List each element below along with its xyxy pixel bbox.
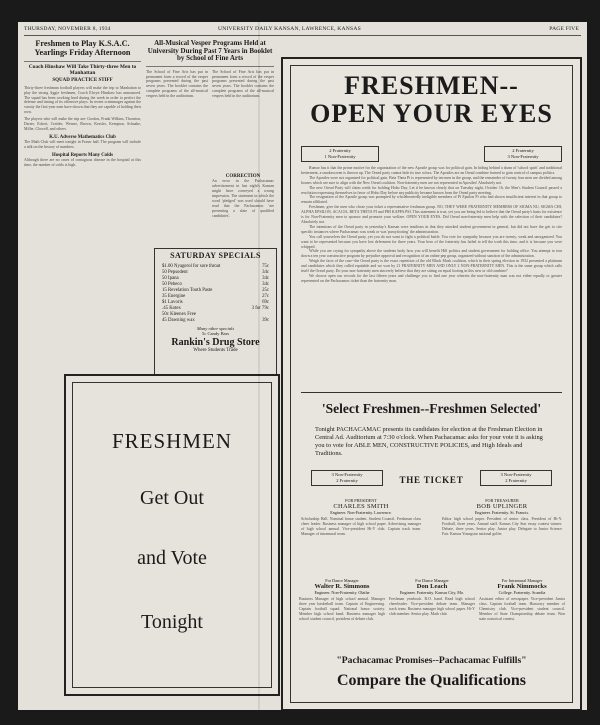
ticket-count-right-line-2: 2 Fraternity <box>505 478 527 483</box>
frat-count-right-line-2: 3 Non-Fraternity <box>507 154 539 159</box>
ad-paragraph-4: The resignation of the Apostle group was prompted by wholeheartedly ineligible members of Pi Epsilon Pi who had shown insufficient interest in that group to remain affiliated. <box>301 195 562 205</box>
football-subhead-2: SQUAD PRACTICE STIFF <box>52 78 113 84</box>
promise-line: "Pachacamac Promises--Pachacamac Fulfills" <box>336 655 527 666</box>
drugstore-ad-item: $1.00 Nyagerol for sore throat <box>162 263 221 269</box>
correction-body: An error in the Pachacamac advertisement in last night's Kansan might have conveyed a wrong impression. The statement in which the word 'pledged' was used should have read that the Pachacamac 'are presenting a slate of qualified candidates'. <box>212 179 274 218</box>
treasurer-name: BOB UPLINGER <box>476 503 528 510</box>
masthead-rule <box>24 35 581 36</box>
candidate-secretary <box>389 578 475 617</box>
drugstore-ad-note: Many other specials <box>196 325 235 331</box>
page-fold <box>258 22 260 710</box>
masthead-page: PAGE FIVE <box>549 26 579 32</box>
drugstore-ad-items <box>158 264 273 324</box>
ad-paragraph-6: The intentions of the Oread party in yesterday's Kansan were insidious in that they attacked student government in general, but did not have the grit to cite specific instances where Pachacamac was weak or was 'pussyfooting' the administration. <box>301 224 562 234</box>
drugstore-ad-price: 34c <box>262 281 269 287</box>
pachacamac-ad <box>281 57 582 710</box>
math-club-head: K.U. Adverse Mathematics Club <box>49 134 116 140</box>
candidate-manager <box>299 578 385 622</box>
ticket-count-left-line-1: 3 Non-Fraternity <box>331 472 363 477</box>
secretary-desc: Freshman yearbook. R.O. band. Read high school cheerleader. Vice-president debate team. Manager track team. Business manager high school paper. Hi-Y club member. Senior play. Math club. <box>389 597 475 616</box>
drugstore-ad-item: 50 Ipana <box>162 275 179 281</box>
drugstore-ad-price: 39c <box>262 317 269 323</box>
football-roster: The players who will make the trip are: Gordon, Frank Wilkins, Thornton, Darter, Eckert, Creider, Werner, Brown, Kessler, Kempton, Schaake, Miller, Clowell, and others. <box>24 117 141 132</box>
treasurer-role: FOR TREASURER <box>485 498 519 503</box>
intramural-role: For Intramural Manager <box>501 578 543 583</box>
drugstore-ad-item: 50 Pepsodent <box>162 269 188 275</box>
manager-meta: Engineer. Non-Fraternity. Olathe <box>314 590 370 595</box>
masthead <box>18 24 587 35</box>
secretary-meta: Engineer. Fraternity. Kansas City, Mo. <box>399 590 465 595</box>
ad-paragraph-8: While you are crying for sympathy above the students body how you will benefit Hill politics and student government for holding office. You attempt to tear down a ten year constructive program by prejudice approval and recognition of an online pep group, organized without sanction of the administration. <box>301 249 562 259</box>
drugstore-ad-item: 35 Energine <box>162 293 186 299</box>
intramural-name: Frank Nimmocks <box>497 583 547 590</box>
secretary-role: For Dance Manager <box>415 578 449 583</box>
candidate-president <box>301 498 421 537</box>
candidate-treasurer <box>442 498 562 537</box>
vote-ad-line-3: and Vote <box>137 547 207 569</box>
president-role: FOR PRESIDENT <box>345 498 377 503</box>
drugstore-ad-row <box>158 318 273 324</box>
drugstore-ad-price: 69c <box>262 299 269 305</box>
drugstore-ad-note-2: 5c Candy Bars <box>201 330 230 336</box>
manager-desc: Business Manager of high school annual. Manager three year basketball team. Captain of Engineering. Captain football squad. National honor society. Member high school band. Business manager high school student council, president of debate club. <box>299 597 385 621</box>
ticket-count-left-line-2: 2 Fraternity <box>336 478 358 483</box>
ad-paragraph-1: Rumor has it that the prime motive for the organization of the new Apostle group was for political gain. In hiding behind a sham of 'school spirit' and traditional betterment, a smokescreen is thrown up. The Oread party cannot hide its true colors. The Apostles are an Oread combine formed to gain control of campus politics. <box>301 166 562 175</box>
drugstore-ad-price: 25c <box>262 287 269 293</box>
masthead-date: THURSDAY, NOVEMBER 8, 1934 <box>24 26 111 32</box>
drugstore-ad-item: 15 Revelation Tooth Paste <box>162 287 213 293</box>
ticket-count-left <box>311 470 383 486</box>
drugstore-ad-item: 50 Pebeco <box>162 281 182 287</box>
president-meta: Engineer. Non-Fraternity. Lawrence. <box>330 510 392 515</box>
treasurer-desc: Editor high school paper. President of senior class. President of Hi-Y. Football, three years. Annual staff. Kansas City Star essay contest winner. Debate, three years. Senior play. Junior play. Delegate to Junior Science Fair. Kansas Youngstar national golfer. <box>442 517 562 536</box>
president-name: CHARLES SMITH <box>333 503 389 510</box>
compare-line: Compare the Qualifications <box>336 672 527 689</box>
select-freshmen-body: Tonight PACHACAMAC presents its candidates for election at the Freshman Election in Central Ad. Auditorium at 7:30 o'clock. When Pachacamac asks for your vote it is asking you to vote for ABLE MEN, CONSTRUCTIVE POLICIES, and High Ideals and Traditions. <box>315 426 543 457</box>
football-subhead: Coach Hinshaw Will Take Thirty-three Men to Manhattan <box>28 63 137 76</box>
drugstore-ad-price: 75c <box>262 263 269 269</box>
column-vesper <box>146 40 274 255</box>
drugstore-ad-title: SATURDAY SPECIALS <box>170 251 261 260</box>
drugstore-ad-price: 27c <box>262 293 269 299</box>
hospital-body: Although there are no cases of contagious disease in the hospital at this time, the number of colds is high. <box>24 158 141 167</box>
drugstore-ad-price: 34c <box>262 275 269 281</box>
vote-ad-line-4: Tonight <box>141 611 203 633</box>
vote-ad-line-2: Get Out <box>140 487 204 509</box>
drugstore-tagline: Where Students Trade <box>193 348 238 354</box>
ticket-title: THE TICKET <box>399 475 464 485</box>
drugstore-ad-item: 45 Dawning wax <box>162 317 195 323</box>
vote-ad <box>64 374 280 696</box>
football-body: Thirty-three freshman football players will make the trip to Manhattan to play the strong Aggie freshmen, Coach Elwyn Hinshaw has announced. The squad has been working hard during the week in order to perfect the defense and timing of its offensive plays. In recent scrimmages against the varsity the first-year men have shown that they are capable of holding their own. <box>24 85 141 115</box>
column-football <box>24 40 141 385</box>
drugstore-name: Rankin's Drug Store <box>171 336 260 348</box>
drugstore-ad-item: $1 Lavoris <box>162 299 183 305</box>
ad-headline-2: OPEN YOUR EYES <box>310 99 553 129</box>
intramural-desc: Assistant editor of newspaper. Vice-president Junior class. Captain football team. Honorary member of Chemistry club. Vice-president student council. Member of State Championship debate team. Won state oratorical contest. <box>479 597 565 621</box>
vote-ad-line-1: FRESHMEN <box>111 429 233 453</box>
frat-count-left-line-1: 2 Fraternity <box>329 148 351 153</box>
ad-headline-1: FRESHMEN-- <box>344 71 519 100</box>
intramural-meta: College. Fraternity. Scandia <box>498 590 546 595</box>
football-headline: Freshmen to Play K.S.A.C. Yearlings Friday Afternoon <box>34 40 131 57</box>
select-freshmen-headline: 'Select Freshmen--Freshmen Selected' <box>321 401 542 416</box>
president-desc: Scholarship Hall. Nominal honor student. Student Council. Freshman class cheer leader. Business manager of high school paper. Advertising manager of high school annual. Vice-president Hi-Y club. Captain track team. Manager of intramural team. <box>301 517 421 536</box>
candidate-intramural <box>479 578 565 622</box>
masthead-title: UNIVERSITY DAILY KANSAN, LAWRENCE, KANSAS <box>218 26 361 32</box>
drugstore-ad-price: 34c <box>262 269 269 275</box>
ticket-count-right-line-1: 3 Non-Fraternity <box>500 472 532 477</box>
drugstore-ad-item: .45 Kotex <box>162 305 181 311</box>
ad-paragraph-5: Freshmen, give the men who chose your ticket a representative freshman group. NO, THEY WERE FRATERNITY MEMBERS OF SIGMA NU, SIGMA CHI, ALPHA EPSILON, ACACIA, BETA THETA PI and PHI KAPPA PSI. This statement is true, yet you are being led to believe that the Oread party's basis for existence is for Non-Fraternity men to sponsor and promote your welfare. OPEN YOUR EYES. Did Oread non-fraternity men help with the selection of their candidates? Absolutely not. <box>301 205 562 224</box>
frat-count-right <box>484 146 562 162</box>
treasurer-meta: Engineer. Fraternity. St. Francis. <box>474 510 530 515</box>
drugstore-ad-item: 50c Kleenex Free <box>162 311 196 317</box>
frat-count-right-line-1: 2 Fraternity <box>512 148 534 153</box>
ad-paragraph-9: Weigh the facts of the case--the Oread party is the exact repetition of the old Black Mask coalition, which in their spring election in 1932 presented a platinum and candidates which they called equitable and we won by 21 FRATERNITY MEN AND ONLY 2 NON-FRATERNITY MEN. This is the same group which calls itself the Oread party. Do your non-fraternity men sincerely believe that they are sitting on equal footing in this new or old combine? <box>301 259 562 274</box>
frat-count-left <box>301 146 379 162</box>
secretary-name: Don Leach <box>416 583 448 590</box>
ad-paragraph-7: You call yourselves the Oread party, yet you do not want to fight a political battle. You vote for sympathy because you are twenty, weak and unorganized. You want to be represented because you have lost deferment for three years. Your hero of the fraternity has failed to tell the truth this time, and it is because you were whipped. <box>301 234 562 249</box>
vesper-body-cont: The School of Fine Arts has put in permanent form a record of the vesper programs presented during the past seven years. The booklet contains the complete programs of the all-musical vespers held in the auditorium. <box>212 69 274 99</box>
ticket-count-right <box>480 470 552 486</box>
drugstore-ad-price: 3 for 79c <box>251 305 269 311</box>
manager-name: Walter R. Simmons <box>314 583 370 590</box>
ad-paragraph-3: The new Oread Party will claim credit for holding Hobo Day. Let it be known clearly that on Tuesday night, October 16, the Men's Student Council passed a resolution expressing themselves in favor of Hobo Day before any publicity became known from the Oread party meeting. <box>301 185 562 195</box>
frat-count-left-line-2: 1 Non-Fraternity <box>324 154 356 159</box>
hospital-head: Hospital Reports Many Colds <box>52 152 113 158</box>
ad-paragraph-2: The Apostles were not organized for political gain. Beta Theta Pi is represented by ten men in the group, and the remainder of twenty four men are divided among houses which are sure to align with the New Oread coalition. Non-fraternity men are not represented in Apostles! Absolutely not. <box>301 175 562 185</box>
math-club-body: The Math Club will meet tonight in Fraser hall. The program will include a talk on the history of numbers. <box>24 140 141 149</box>
vesper-body: The School of Fine Arts has put in permanent form a record of the vesper programs presented during the past seven years. The booklet contains the complete programs of the all-musical vespers held in the auditorium. <box>146 69 208 99</box>
ad-paragraph-10: We choose open our records for the last fifteen years and challenge you to find one year wherein the non-fraternity man was not either equally or greater represented on the Pachacamac ticket than the fraternity man. <box>301 273 562 283</box>
manager-role: For Dance Manager <box>325 578 359 583</box>
newspaper-page <box>18 22 587 710</box>
vesper-headline: All-Musical Vesper Programs Held at University During Past 7 Years in Booklet by School of Fine Arts <box>147 40 273 63</box>
ad-body-text <box>301 166 562 386</box>
correction-title: CORRECTION <box>225 174 261 179</box>
